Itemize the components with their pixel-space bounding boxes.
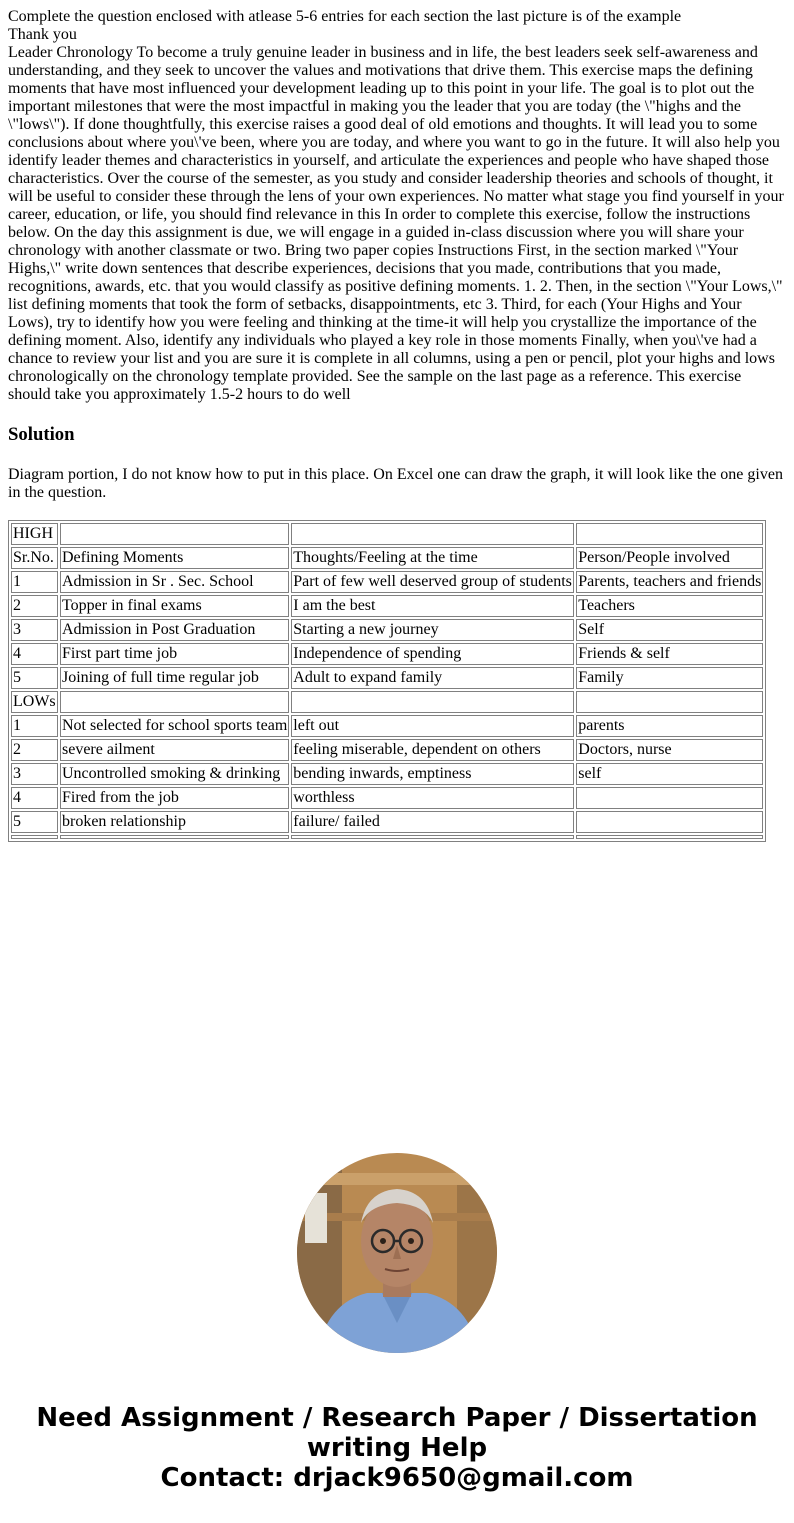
table-row (11, 691, 763, 713)
table-cell: Teachers (576, 595, 763, 617)
table-row (11, 763, 763, 785)
promo-contact: Contact: drjack9650@gmail.com (160, 1463, 634, 1493)
table-cell: 3 (11, 619, 58, 641)
promo-line-1: Need Assignment / Research Paper / Dissertation (36, 1403, 758, 1433)
table-row (11, 811, 763, 833)
table-cell: Starting a new journey (291, 619, 574, 641)
table-cell: Family (576, 667, 763, 689)
table-cell: Fired from the job (60, 787, 289, 809)
question-thanks: Thank you (8, 26, 77, 43)
table-cell: Parents, teachers and friends (576, 571, 763, 593)
table-cell-empty (291, 835, 574, 839)
table-cell: self (576, 763, 763, 785)
table-cell (60, 691, 289, 713)
table-cell: Friends & self (576, 643, 763, 665)
table-cell: Admission in Sr . Sec. School (60, 571, 289, 593)
table-cell: First part time job (60, 643, 289, 665)
table-cell: failure/ failed (291, 811, 574, 833)
table-row (11, 619, 763, 641)
table-cell: Person/People involved (576, 547, 763, 569)
table-cell: parents (576, 715, 763, 737)
table-cell: HIGH (11, 523, 58, 545)
table-cell (576, 811, 763, 833)
table-row (11, 715, 763, 737)
question-body: Leader Chronology To become a truly genuine leader in business and in life, the best leaders seek self-awareness and understanding, and they seek to uncover the values and motivations that drive them. This exercise maps the defining moments that have most influenced your development leading up to this point in your life. The goal is to plot out the important milestones that were the most impactful in making you the leader that you are today (the \"highs and the \"lows\"). If done thoughtfully, this exercise raises a good deal of old emotions and thoughts. It will lead you to some conclusions about where you\'ve been, where you are today, and where you want to go in the future. It will also help you identify leader themes and characteristics in yourself, and articulate the experiences and people who have shaped those characteristics. Over the course of the semester, as you study and consider leadership theories and schools of thought, it will be useful to consider these through the lens of your own experiences. No matter what stage you find yourself in your career, education, or life, you should find relevance in this In order to complete this exercise, follow the instructions below. On the day this assignment is due, we will engage in a guided in-class discussion where you will share your chronology with another classmate or two. Bring two paper copies Instructions First, in the section marked \"Your Highs,\" write down sentences that describe experiences, decisions that you made, contributions that you made, recognitions, awards, etc. that you would classify as positive defining moments. 1. 2. Then, in the section \"Your Lows,\" list defining moments that took the form of setbacks, disappointments, etc 3. Third, for each (Your Highs and Your Lows), try to identify how you were feeling and thinking at the time-it will help you crystallize the importance of the defining moment. Also, identify any individuals who played a key role in those moments Finally, when you\'ve had a chance to review your list and you are sure it is complete in all columns, using a pen or pencil, plot your highs and lows chronologically on the chronology template provided. See the sample on the last page as a reference. This exercise should take you approximately 1.5-2 hours to do well (8, 44, 784, 403)
table-cell: 2 (11, 739, 58, 761)
table-cell (576, 523, 763, 545)
table-cell: Thoughts/Feeling at the time (291, 547, 574, 569)
table-cell (291, 523, 574, 545)
table-cell: Not selected for school sports team (60, 715, 289, 737)
table-cell: Joining of full time regular job (60, 667, 289, 689)
table-cell: Part of few well deserved group of students (291, 571, 574, 593)
table-row (11, 595, 763, 617)
table-cell (576, 691, 763, 713)
solution-note: Diagram portion, I do not know how to put in this place. On Excel one can draw the graph, it will look like the one given in the question. (8, 466, 783, 501)
table-cell (60, 523, 289, 545)
table-cell: severe ailment (60, 739, 289, 761)
table-cell: Topper in final exams (60, 595, 289, 617)
table-cell: Defining Moments (60, 547, 289, 569)
question-intro: Complete the question enclosed with atlease 5-6 entries for each section the last picture is of the example (8, 8, 682, 25)
promo-banner (0, 1403, 794, 1493)
table-cell-empty (11, 835, 58, 839)
table-cell (291, 691, 574, 713)
promo-line-2: writing Help (306, 1433, 488, 1463)
table-cell: Admission in Post Graduation (60, 619, 289, 641)
table-cell: 1 (11, 715, 58, 737)
author-avatar (297, 1153, 497, 1353)
table-cell: Adult to expand family (291, 667, 574, 689)
table-row (11, 739, 763, 761)
table-cell-empty (576, 835, 763, 839)
author-portrait (297, 1153, 497, 1353)
table-cell: 1 (11, 571, 58, 593)
table-cell: 5 (11, 667, 58, 689)
solution-heading: Solution (8, 424, 75, 445)
table-cell: 2 (11, 595, 58, 617)
table-cell: broken relationship (60, 811, 289, 833)
table-cell: 4 (11, 787, 58, 809)
table-row (11, 787, 763, 809)
table-row (11, 643, 763, 665)
table-cell: Sr.No. (11, 547, 58, 569)
table-row (11, 571, 763, 593)
table-row (11, 547, 763, 569)
table-cell: Independence of spending (291, 643, 574, 665)
table-row-empty (11, 835, 763, 839)
table-cell: Self (576, 619, 763, 641)
table-cell: 3 (11, 763, 58, 785)
table-cell: Uncontrolled smoking & drinking (60, 763, 289, 785)
table-row (11, 523, 763, 545)
chronology-table (8, 520, 766, 842)
table-cell: worthless (291, 787, 574, 809)
table-cell: LOWs (11, 691, 58, 713)
table-row (11, 667, 763, 689)
table-cell (576, 787, 763, 809)
table-cell: left out (291, 715, 574, 737)
table-cell: I am the best (291, 595, 574, 617)
table-cell: bending inwards, emptiness (291, 763, 574, 785)
table-cell-empty (60, 835, 289, 839)
table-cell: feeling miserable, dependent on others (291, 739, 574, 761)
table-cell: Doctors, nurse (576, 739, 763, 761)
table-cell: 4 (11, 643, 58, 665)
table-cell: 5 (11, 811, 58, 833)
